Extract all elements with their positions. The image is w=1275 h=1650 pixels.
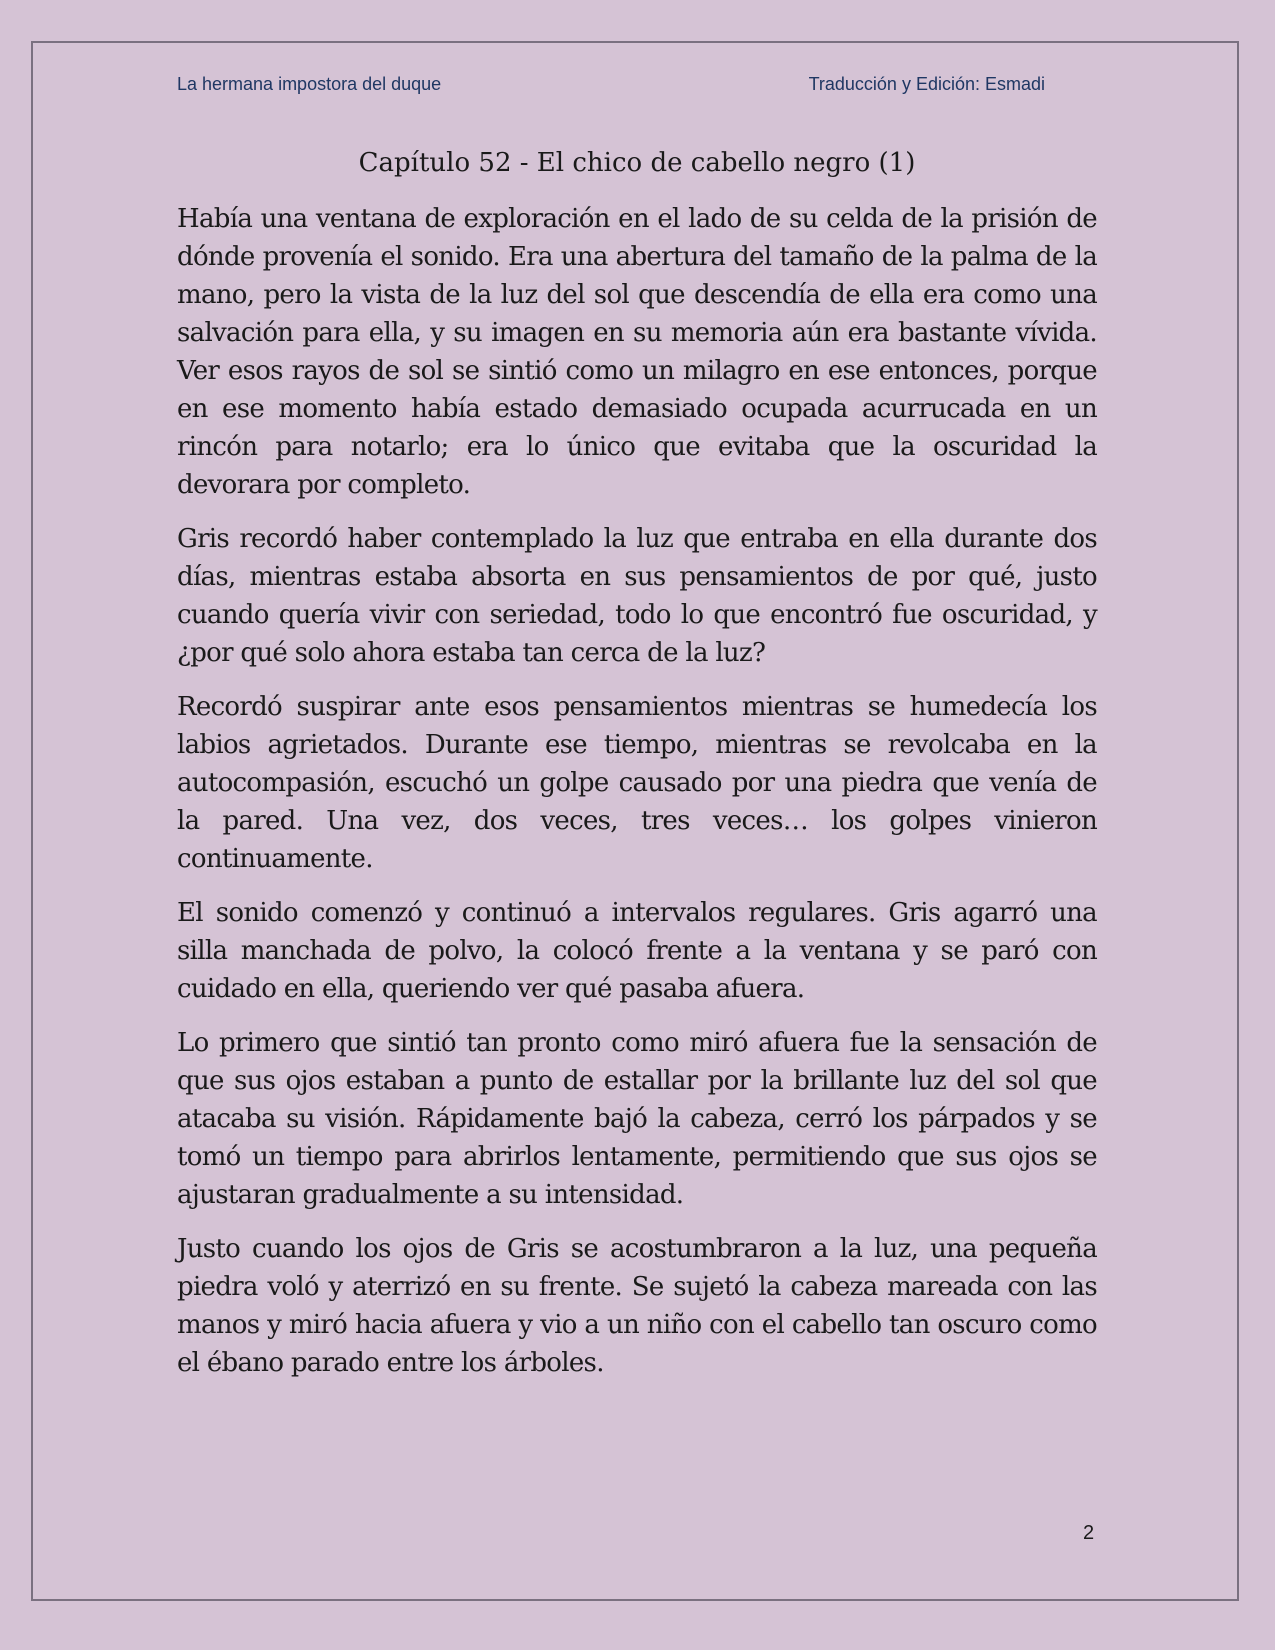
paragraph: Lo primero que sintió tan pronto como miró afuera fue la sensación de que sus ojos estaban a punto de estallar por la brillante luz del sol que atacaba su visión. Rápidamente bajó la cabeza, cerró los párpados y se tomó un tiempo para abrirlos lentamente, permitiendo que sus ojos se ajustaran gradualmente a su intensidad. — [177, 1028, 1097, 1210]
paragraph: Recordó suspirar ante esos pensamientos mientras se humedecía los labios agrietados. Durante ese tiempo, mientras se revolcaba en la autocompasión, escuchó un golpe causado por una piedra que venía de la pared. Una vez, dos veces, tres veces… los golpes vinieron continuamente. — [177, 692, 1097, 874]
header-book-title: La hermana impostora del duque — [177, 74, 442, 94]
paragraph: Había una ventana de exploración en el lado de su celda de la prisión de dónde provenía el sonido. Era una abertura del tamaño de la palma de la mano, pero la vista de la luz del sol que descendía de ella era como una salvación para ella, y su imagen en su memoria aún era bastante vívida. Ver esos rayos de sol se sintió como un milagro en ese entonces, porque en ese momento había estado demasiado ocupada acurrucada en un rincón para notarlo; era lo único que evitaba que la oscuridad la devorara por completo. — [177, 204, 1097, 500]
header-credits: Traducción y Edición: Esmadi — [808, 74, 1045, 94]
chapter-body — [177, 200, 1097, 1398]
page-number: 2 — [1083, 1522, 1095, 1544]
paragraph: El sonido comenzó y continuó a intervalos regulares. Gris agarró una silla manchada de polvo, la colocó frente a la ventana y se paró con cuidado en ella, queriendo ver qué pasaba afuera. — [177, 898, 1097, 1004]
paragraph: Gris recordó haber contemplado la luz que entraba en ella durante dos días, mientras estaba absorta en sus pensamientos de por qué, justo cuando quería vivir con seriedad, todo lo que encontró fue oscuridad, y ¿por qué solo ahora estaba tan cerca de la luz? — [177, 524, 1097, 668]
chapter-title: Capítulo 52 - El chico de cabello negro (1) — [358, 148, 916, 178]
paragraph: Justo cuando los ojos de Gris se acostumbraron a la luz, una pequeña piedra voló y aterrizó en su frente. Se sujetó la cabeza mareada con las manos y miró hacia afuera y vio a un niño con el cabello tan oscuro como el ébano parado entre los árboles. — [177, 1234, 1097, 1378]
